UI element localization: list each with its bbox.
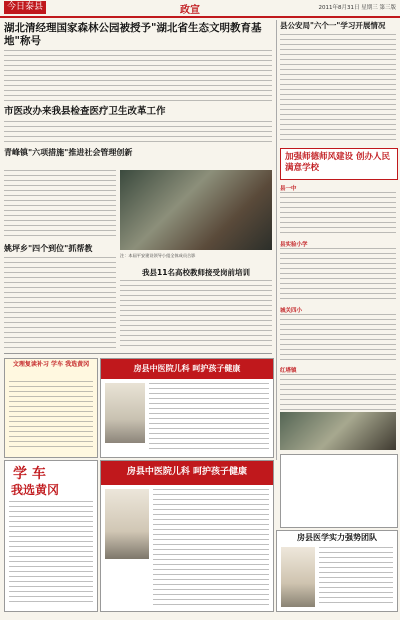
health-body: [120, 280, 272, 350]
health-headline: 我县11名高校教师接受岗前培训: [142, 268, 250, 277]
ad-medical-strength-title: 房县医学实力强势团队: [297, 533, 377, 542]
pediatric-doctor-photo: [105, 489, 149, 559]
right-item-4-body: [280, 374, 396, 410]
ad-hospital-banner: [101, 359, 273, 379]
second-headline: 市医改办来我县检查医疗卫生改革工作: [4, 106, 166, 117]
right-item-4: 红塔镇: [280, 368, 297, 374]
right-item-2-body: [280, 248, 396, 302]
center-photo: [120, 170, 272, 250]
right-red-box: [280, 148, 398, 180]
ad-pediatrics-title: 房县中医院儿科 呵护孩子健康: [126, 467, 248, 477]
ad-medical-strength-body: [319, 547, 393, 607]
third-headline: 青峰镇"六项措施"推进社会管理创新: [4, 148, 133, 157]
right-top-headline: 县公安局"六个一"学习开展情况: [280, 21, 386, 30]
doctor-photo: [105, 383, 145, 443]
ad-learn-car-sub: 学 车: [13, 466, 46, 482]
right-item-1: 县一中: [280, 186, 297, 192]
ad-hospital-title: 房县中医院儿科 呵护孩子健康: [133, 364, 241, 373]
medical-team-photo: [281, 547, 315, 607]
ad-pediatrics-body: [153, 489, 269, 607]
ad-education-title: 文理复读补习 学车 我选黄冈: [12, 361, 90, 368]
fourth-body: [4, 257, 116, 349]
masthead: [0, 0, 400, 18]
right-item-2: 县实验小学: [280, 242, 308, 248]
newspaper-logo: 今日泰县: [4, 1, 46, 14]
ad-pediatrics-banner: [101, 461, 273, 485]
ad-learn-car: [4, 460, 98, 612]
ad-hospital: [100, 358, 274, 458]
right-box-title: 加强师德师风建设 创办人民满意学校: [285, 152, 390, 173]
right-item-1-body: [280, 192, 396, 236]
second-body: [4, 121, 272, 143]
right-item-3: 城关四小: [280, 308, 303, 314]
ad-medical-strength: [276, 530, 398, 612]
third-body: [4, 170, 116, 240]
lead-body: [4, 50, 272, 102]
right-top-body: [280, 34, 396, 144]
ad-medical-team: [280, 454, 398, 528]
ad-education: [4, 358, 98, 458]
dateline: 2011年8月31日 星期三 第三版: [318, 5, 396, 11]
photo-caption: 注：本届平安建设领导小组全体成员合影: [120, 253, 196, 258]
ad-learn-car-big: 我选黄冈: [11, 483, 60, 497]
ad-pediatrics: [100, 460, 274, 612]
ad-hospital-body: [149, 383, 269, 453]
section-title: 政宣: [180, 5, 200, 16]
fourth-headline: 姚坪乡"四个到位"抓帮教: [4, 244, 93, 253]
ad-learn-car-body: [9, 501, 93, 605]
right-item-3-body: [280, 314, 396, 362]
lead-headline: 湖北清经理国家森林公园被授予"湖北省生态文明教育基地"称号: [4, 22, 262, 47]
ad-education-body: [9, 381, 93, 451]
right-photo: [280, 412, 396, 450]
